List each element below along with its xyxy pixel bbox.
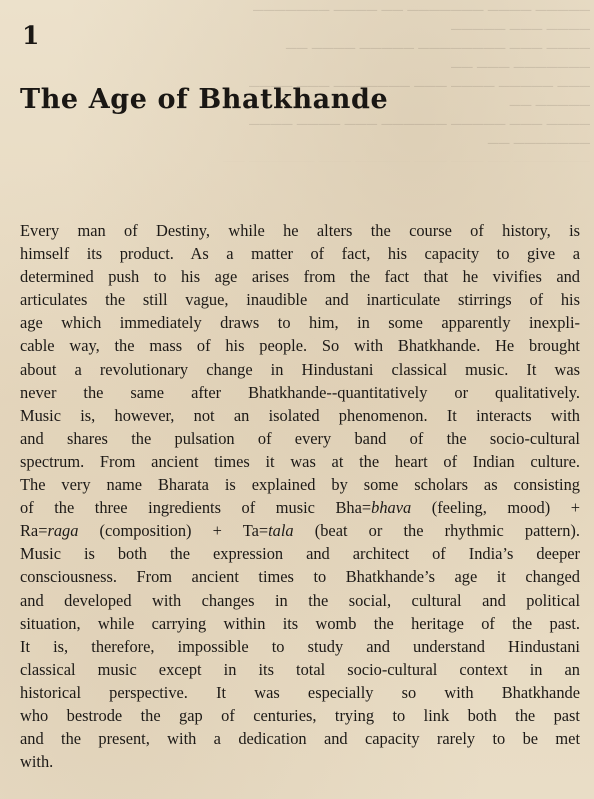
body-line: who bestrode the gap of centuries, trying to link both the past bbox=[20, 705, 580, 725]
body-line: consciousness. From ancient times to Bhatkhande’s age it changed bbox=[20, 567, 580, 587]
body-line: about a revolutionary change in Hindustani classical music. It was bbox=[20, 359, 580, 379]
body-line: historical perspective. It was especially so with Bhatkhande bbox=[20, 682, 580, 702]
italic-term: tala bbox=[268, 521, 294, 541]
body-line: Music is both the expression and architect of India’s deeper bbox=[20, 544, 580, 564]
show-through-texture: ───── ──── ─────── ── ──── ─────── ──── ─── ───── ──── ─── ──────── ───── ──── ── ─────── ─── ── ─── ───── ──── ─── ─────── ─── ──── ───── ── ──── ─── ───── ────── ─── ──── ──── ─────── ── bbox=[248, 3, 590, 152]
body-line: and developed with changes in the social, cultural and political bbox=[20, 590, 580, 610]
body-line: and shares the pulsation of every band of the socio-cultural bbox=[20, 428, 580, 448]
body-line: never the same after Bhatkhande--quantitatively or qualitatively. bbox=[20, 382, 580, 402]
body-line: Music is, however, not an isolated phenomenon. It interacts with bbox=[20, 405, 580, 425]
chapter-number: 1 bbox=[22, 21, 40, 50]
body-line: cable way, the mass of his people. So with Bhatkhande. He brought bbox=[20, 336, 580, 356]
body-line: of the three ingredients of music Bha=bhava (feeling, mood) + bbox=[20, 498, 580, 518]
body-line: It is, therefore, impossible to study and understand Hindustani bbox=[20, 636, 580, 656]
italic-term: bhava bbox=[371, 498, 412, 518]
body-line: situation, while carrying within its womb the heritage of the past. bbox=[20, 613, 580, 633]
body-line: spectrum. From ancient times it was at the heart of Indian culture. bbox=[20, 451, 580, 471]
body-line: classical music except in its total socio-cultural context in an bbox=[20, 659, 580, 679]
italic-term: raga bbox=[47, 521, 79, 541]
body-line: determined push to his age arises from the fact that he vivifies and bbox=[20, 267, 580, 287]
body-line: articulates the still vague, inaudible and inarticulate stirrings of his bbox=[20, 290, 580, 310]
body-line: The very name Bharata is explained by some scholars as consisting bbox=[20, 475, 580, 495]
chapter-title: The Age of Bhatkhande bbox=[20, 84, 389, 115]
body-paragraph bbox=[20, 219, 580, 773]
body-line: with. bbox=[20, 752, 54, 772]
body-line: Every man of Destiny, while he alters the course of history, is bbox=[20, 221, 580, 240]
body-line: and the present, with a dedication and capacity rarely to be met bbox=[20, 729, 580, 749]
body-line: Ra=raga (composition) + Ta=tala (beat or the rhythmic pattern). bbox=[20, 521, 580, 541]
body-line: age which immediately draws to him, in some apparently inexpli- bbox=[20, 313, 580, 333]
body-line: himself its product. As a matter of fact, his capacity to give a bbox=[20, 244, 580, 264]
